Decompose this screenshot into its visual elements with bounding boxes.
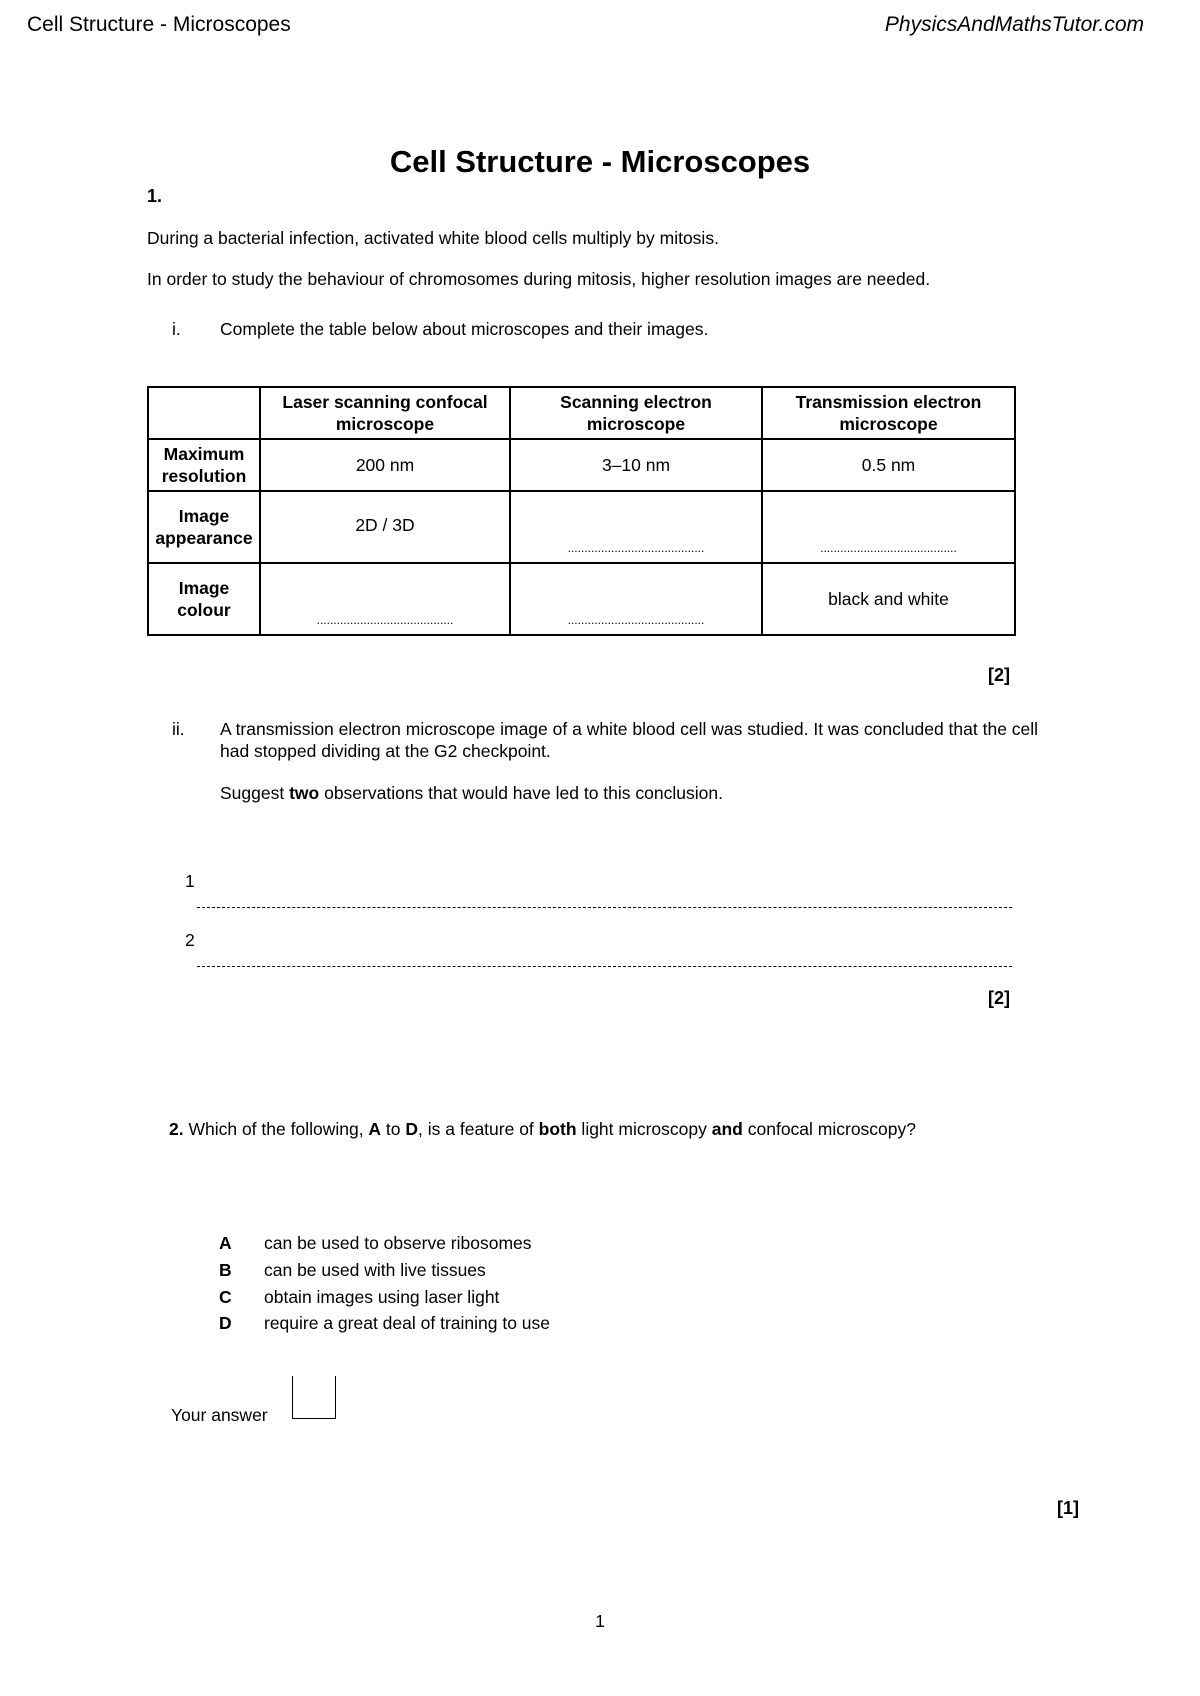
part-ii-instruction: Suggest two observations that would have led to this conclusion. [220,783,723,803]
answer-dots: ......................................... [567,541,705,555]
question-2-stem-part: , is a feature of [418,1119,539,1139]
question-2-stem-part: A [368,1119,382,1139]
answer-dots: ......................................... [316,613,454,627]
cell-tem-resolution: 0.5 nm [762,439,1015,491]
cell-confocal-resolution: 200 nm [260,439,510,491]
answer-box[interactable] [292,1376,336,1419]
question-2-stem-part: light microscopy [576,1119,712,1139]
microscope-table [147,386,1016,636]
question-2-stem-part: Which of the following, [183,1119,369,1139]
cell-confocal-colour-answer[interactable] [260,563,510,635]
question-1-number: 1. [147,186,163,206]
answer-line-label-1: 1 [185,871,195,891]
question-1-part-ii [172,718,1052,762]
cell-sem-colour-answer[interactable] [510,563,762,635]
question-1-intro-2: In order to study the behaviour of chromosomes during mitosis, higher resolution images are needed. [147,269,931,289]
row-header-appearance: Image appearance [148,491,260,563]
row-header-resolution: Maximum resolution [148,439,260,491]
option-a[interactable]: A can be used to observe ribosomes [219,1233,532,1253]
question-2-stem-part: both [538,1119,577,1139]
part-i-marks: [2] [988,665,1010,685]
question-2-stem-part: D [405,1119,419,1139]
question-2-text [184,1119,916,1139]
document-title: Cell Structure - Microscopes [389,144,811,179]
question-1-intro-1: During a bacterial infection, activated white blood cells multiply by mitosis. [147,228,719,248]
table-header-row [148,387,1015,439]
part-ii-label: ii. [172,719,185,739]
cell-sem-resolution: 3–10 nm [510,439,762,491]
question-2-number: 2. [169,1119,184,1139]
question-1-part-i [172,318,708,340]
option-c[interactable]: C obtain images using laser light [219,1287,500,1307]
column-header-sem: Scanning electron microscope [510,387,762,439]
question-2-stem [169,1118,916,1140]
row-header-colour: Image colour [148,563,260,635]
column-header-tem: Transmission electron microscope [762,387,1015,439]
option-d[interactable]: D require a great deal of training to use [219,1313,551,1333]
table-row-appearance [148,491,1015,563]
cell-tem-appearance-answer[interactable] [762,491,1015,563]
part-ii-text: A transmission electron microscope image of a white blood cell was studied. It was concluded that the cell had stopped dividing at the G2 checkpoint. [220,719,1039,761]
part-ii-marks: [2] [988,988,1010,1008]
part-i-text: Complete the table below about microscopes and their images. [220,319,709,339]
answer-line-2[interactable] [197,966,1012,967]
table-row-colour [148,563,1015,635]
answer-line-label-2: 2 [185,930,195,950]
cell-confocal-appearance: 2D / 3D [260,491,510,563]
answer-line-1[interactable] [197,907,1012,908]
column-header-confocal: Laser scanning confocal microscope [260,387,510,439]
question-2-stem-part: confocal microscopy? [742,1119,917,1139]
option-b[interactable]: B can be used with live tissues [219,1260,486,1280]
table-corner-cell [148,387,260,439]
question-2-stem-part: to [381,1119,406,1139]
cell-sem-appearance-answer[interactable] [510,491,762,563]
answer-label: Your answer [171,1405,268,1425]
page-header-left: Cell Structure - Microscopes [27,13,291,36]
question-2-stem-part: and [711,1119,743,1139]
answer-dots: ......................................... [567,613,705,627]
page-header-right: PhysicsAndMathsTutor.com [884,13,1144,36]
cell-tem-colour: black and white [762,563,1015,635]
answer-dots: ......................................... [820,541,957,555]
page-number: 1 [595,1611,605,1631]
part-i-label: i. [172,319,181,339]
question-2-marks: [1] [1057,1498,1079,1518]
table-row-resolution [148,439,1015,491]
